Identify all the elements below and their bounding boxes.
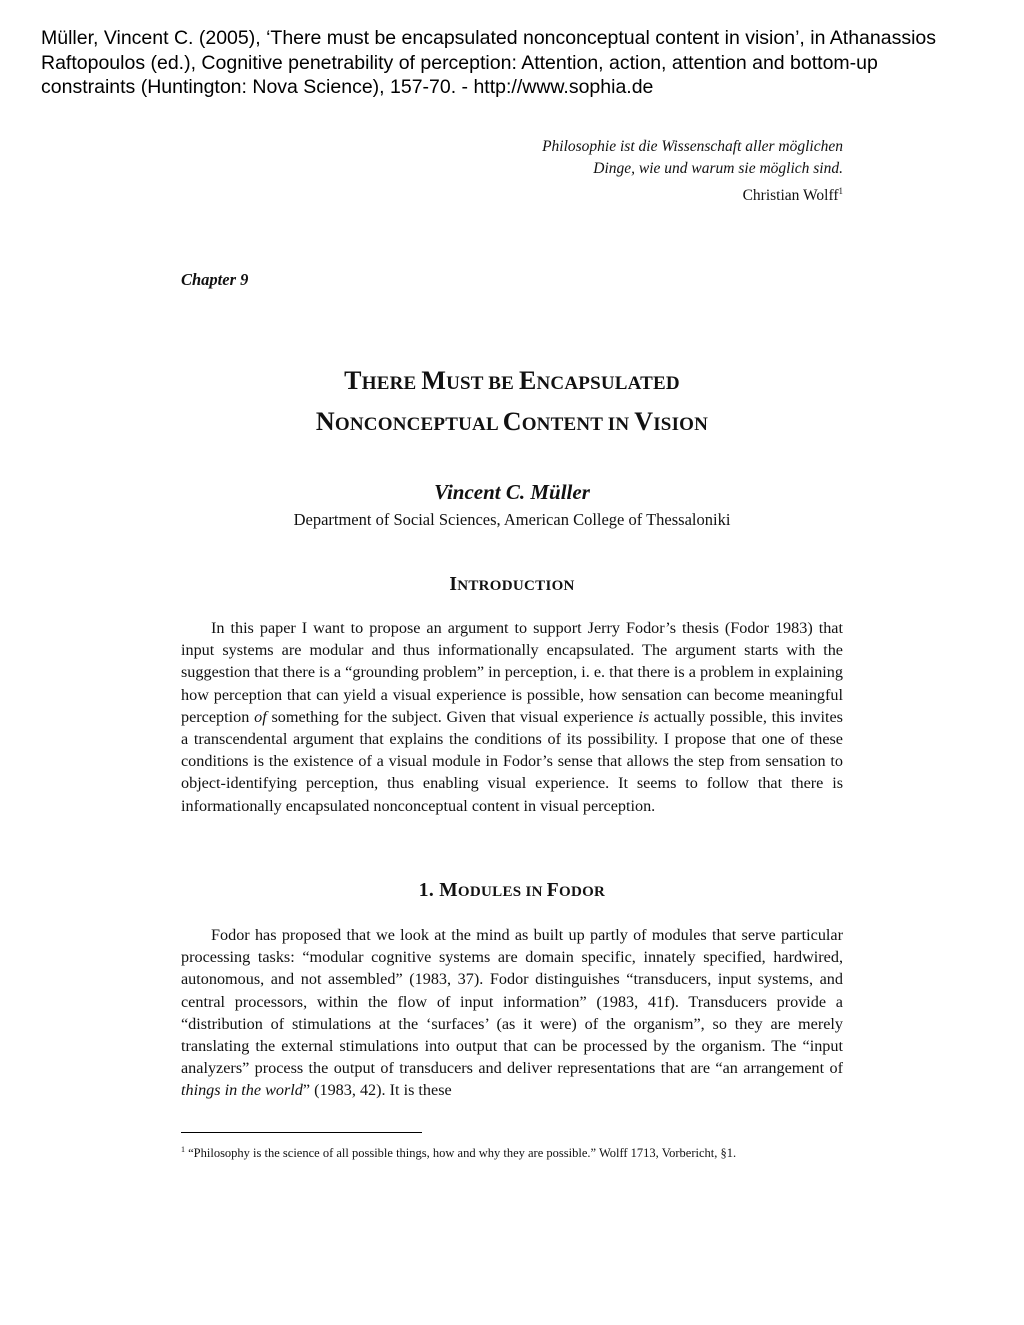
section-heading-introduction — [181, 574, 843, 596]
section-heading-modules — [181, 880, 843, 902]
epigraph-line: Dinge, wie und warum sie möglich sind. — [593, 160, 843, 177]
heading-small-caps: UST BE — [446, 373, 519, 394]
footnote-text: “Philosophy is the science of all possible things, how and why they are possible.” Wolff 1713, Vorbericht, §1. — [188, 1146, 737, 1160]
paragraph-introduction — [181, 617, 843, 817]
footnote-number: 1 — [181, 1145, 185, 1154]
heading-small-caps: ODOR — [558, 884, 606, 900]
body-text: ” (1983, 42). It is these — [302, 1081, 452, 1100]
body-text: In this paper I want to propose an argument to support Jerry Fodor’s thesis (Fodor 1983) that input systems are modular and thus informationally encapsulated. The argument starts with the suggestion that there is a “grounding problem” in perception, i. e. that there is a problem in explaining how perception that can yield a visual experience is possible, how sensation can become meaningful perception — [181, 619, 843, 726]
heading-capital: T — [344, 366, 362, 395]
heading-small-caps: NTRODUCTION — [457, 578, 575, 594]
citation-header — [41, 26, 991, 100]
body-text: Fodor has proposed that we look at the mind as built up partly of modules that serve particular processing tasks: “modular cognitive systems are domain specific, innately specified, hardwired, autonomous, and not assembled” (1983, 37). Fodor distinguishes “transducers, input systems, and central processors, within the flow of input information” (1983, 41f). Transducers provide a “distribution of stimulations at the ‘surfaces’ (as it were) of the organism”, so they are merely translating the external stimulations into output that can be processed by the organism. The “input analyzers” process the output of transducers and deliver representations that are “an arrangement of — [181, 926, 843, 1078]
body-text: actually possible, this invites a transcendental argument that explains the conditions of its possibility. I propose that one of these conditions is the existence of a visual module in Fodor’s sense that allows the step from sensation to object-identifying perception, thus enabling visual experience. It seems to follow that there is informationally encapsulated nonconceptual content in visual perception. — [181, 707, 843, 815]
footnote-divider — [181, 1132, 422, 1133]
heading-capital: V — [634, 407, 654, 436]
heading-small-caps: ONCONCEPTUAL — [334, 414, 503, 435]
heading-small-caps: ISION — [653, 414, 709, 435]
heading-small-caps: HERE — [361, 373, 422, 394]
emphasis-text: things in the world — [181, 1081, 303, 1100]
heading-capital: 1. M — [418, 880, 458, 901]
epigraph-author-name: Christian Wolff — [742, 187, 839, 204]
emphasis-text: is — [638, 707, 650, 726]
epigraph-line: Philosophie ist die Wissenschaft aller möglichen — [542, 138, 843, 155]
heading-capital: M — [421, 366, 447, 395]
citation-line: constraints (Huntington: Nova Science), 157-70. - http://www.sophia.de — [41, 76, 654, 98]
heading-capital: E — [518, 366, 537, 395]
heading-capital: I — [449, 574, 458, 595]
heading-capital: N — [315, 407, 335, 436]
heading-capital: C — [502, 407, 522, 436]
heading-small-caps: ONTENT IN — [521, 414, 635, 435]
epigraph-author — [542, 180, 843, 207]
title-line — [181, 403, 843, 444]
paper-title — [181, 362, 843, 444]
epigraph — [542, 136, 843, 207]
heading-capital: F — [546, 880, 559, 901]
footnote — [181, 1142, 843, 1161]
citation-line: Müller, Vincent C. (2005), ‘There must be encapsulated nonconceptual content in vision’, in Athanassios — [41, 27, 937, 49]
footnote-reference[interactable]: 1 — [838, 186, 843, 196]
paragraph-modules — [181, 924, 843, 1102]
chapter-label: Chapter 9 — [181, 270, 249, 289]
emphasis-text: of — [254, 707, 267, 726]
author-name: Vincent C. Müller — [434, 480, 590, 504]
title-line — [181, 362, 843, 403]
citation-line: Raftopoulos (ed.), Cognitive penetrability of perception: Attention, action, attention and bottom-up — [41, 51, 878, 74]
heading-small-caps: NCAPSULATED — [536, 373, 680, 394]
body-text: something for the subject. Given that visual experience — [266, 707, 639, 726]
author-affiliation: Department of Social Sciences, American College of Thessaloniki — [293, 510, 731, 529]
heading-small-caps: ODULES IN — [457, 884, 547, 900]
